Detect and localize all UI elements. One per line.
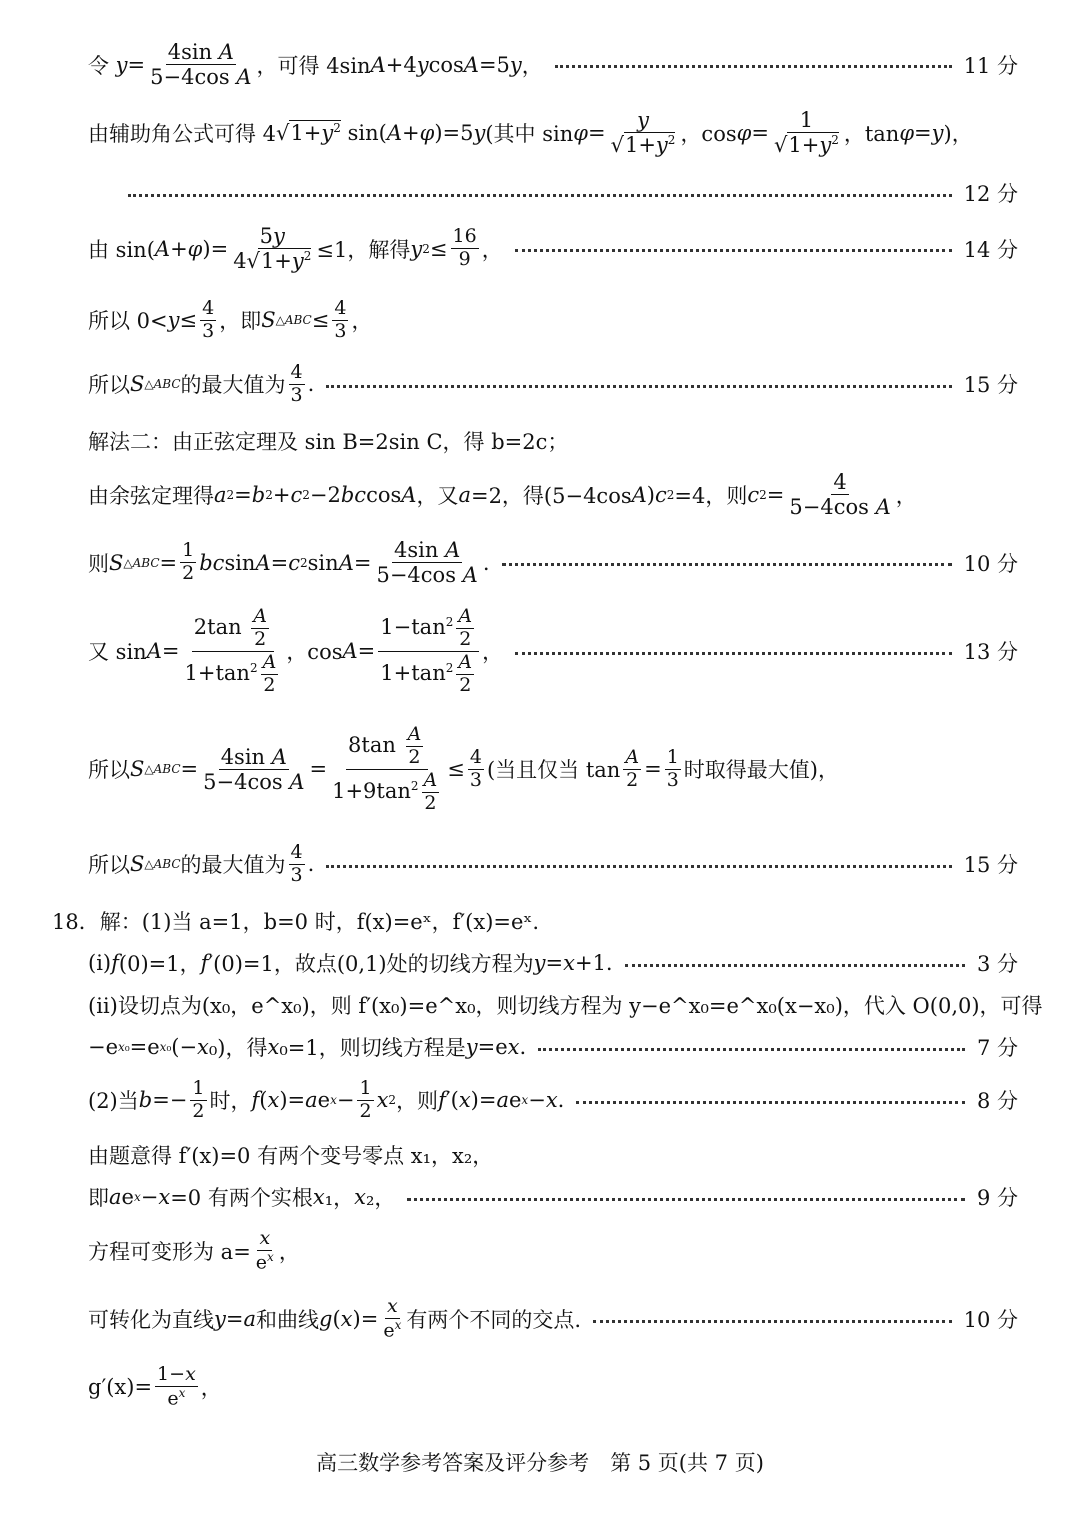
leader-dots <box>326 385 951 388</box>
solution-line-7 <box>88 426 1018 456</box>
leader-dots <box>128 194 952 197</box>
solution-line-18: 由题意得 f′(x)=0 有两个变号零点 x₁，x₂， <box>88 1144 494 1168</box>
solution-line-19: 即 a e x − x =0 有两个实根 x ₁， x ₂， 9 分 <box>88 1182 1018 1212</box>
leader-dots <box>538 1048 965 1051</box>
score-label: 11 分 <box>963 53 1018 78</box>
solution-line-2: 由辅助角公式可得 4 √ $1+y^2$ sin( A + φ )=5 y (其中 sin φ = $\frac{y}{√1+y^2}$ ，cos φ = $\frac{1}{√1+y^2}$ ，tan φ = y )， <box>88 108 973 158</box>
solution-line-10: 又 sin A = 2tan $\frac{A}{2}$ $1+\tan^2$ $\frac{A}{2}$ ，cos A = $1-\tan^2$ $\frac{A}{2}$ $1+\tan^2$ $\frac{A}{2}$ ， 13 分 <box>88 605 1018 696</box>
method-two-text: 解法二：由正弦定理及 sin B=2sin C，得 b=2c； <box>88 430 569 454</box>
page-footer: 高三数学参考答案及评分参考 第 5 页(共 7 页) <box>316 1451 764 1475</box>
leader-dots <box>576 1101 965 1104</box>
leader-dots <box>515 249 952 252</box>
score-label: 10 分 <box>963 1308 1018 1332</box>
score-label: 3 分 <box>976 952 1018 976</box>
solution-line-9: 则 S △ABC = $\frac{1}{2}$ bc sin A = c 2 sin A = $\frac{\text{4sin A}}{\text{5−4cos A}}$ . 10 分 <box>88 538 1018 588</box>
score-label: 9 分 <box>976 1186 1018 1210</box>
solution-line-17: (2)当 b =− $\frac{1}{2}$ 时， f ( x )= a e x − $\frac{1}{2}$ x 2 ，则 f ′( x )= a e x − x . 8 分 <box>88 1077 1018 1122</box>
score-label: 10 分 <box>963 551 1018 576</box>
leader-dots <box>593 1320 952 1323</box>
score-label: 7 分 <box>976 1036 1018 1060</box>
leader-dots <box>515 652 951 655</box>
solution-line-12: 所以 S △ABC 的最大值为 $\frac{4}{3}$ . 15 分 <box>88 841 1018 886</box>
solution-line-22: g′(x)= $\frac{1-x}{e^x}$ ， <box>88 1363 222 1410</box>
solution-line-16: −e x₀ =e x₀ (− x ₀)，得 x ₀=1，则切线方程是 y =e x . 7 分 <box>88 1032 1018 1062</box>
solution-line-8: 由余弦定理得 a 2 = b 2 + c 2 −2 bc cos A ，又 a =2，得(5−4cos A ) c 2 =4，则 c 2 = $\frac{4}{\text{5−4cos A}}$ ， <box>88 470 917 520</box>
solution-line-6: 所以 S △ABC 的最大值为 $\frac{4}{3}$ . 15 分 <box>88 361 1018 406</box>
solution-line-11: 所以 S △ABC = $\frac{\text{4sin A}}{\text{5−4cos A}}$ = 8tan $\frac{A}{2}$ $1+9\tan^2$ $\frac{A}{2}$ ≤ $\frac{4}{3}$ (当且仅当 tan $\frac{A}{2}$ = $\frac{1}{3}$ 时取得最大值)， <box>88 723 839 814</box>
score-label: 12 分 <box>963 182 1018 206</box>
solution-line-1: 令 y = $\frac{\text{4sin A}}{\text{5−4cos A}}$ ，可得 4sin A +4 y cos A =5 y ， 11 分 <box>88 40 1018 90</box>
solution-line-14: (ⅰ) f (0)=1， f ′(0)=1，故点(0,1)处的切线方程为 y = x +1. 3 分 <box>88 948 1018 978</box>
problem-18-heading: 18．解：(1)当 a=1，b=0 时，f(x)=eˣ，f′(x)=eˣ. <box>52 910 539 934</box>
score-label: 15 分 <box>963 853 1018 878</box>
leader-dots <box>502 563 952 566</box>
solution-line-4: 由 sin( A + φ )= $\frac{5y}{4√1+y^2}$ ≤1，解得 y 2 ≤ $\frac{16}{9}$ ， 14 分 <box>88 224 1018 274</box>
solution-line-21: 可转化为直线 y = a 和曲线 g ( x )= $\frac{x}{e^x}$ 有两个不同的交点. 10 分 <box>88 1295 1018 1342</box>
score-label: 8 分 <box>976 1089 1018 1114</box>
leader-dots <box>625 964 965 967</box>
leader-dots <box>326 865 951 868</box>
leader-dots <box>407 1198 965 1201</box>
score-label: 13 分 <box>963 640 1018 665</box>
leader-dots <box>555 65 952 68</box>
solution-line-3 <box>128 178 1018 208</box>
score-label: 14 分 <box>963 237 1018 262</box>
score-label: 15 分 <box>963 373 1018 398</box>
solution-line-20: 方程可变形为 a= $\frac{x}{e^x}$ ， <box>88 1227 300 1274</box>
solution-line-15: (ⅱ)设切点为(x₀，e^x₀)，则 f′(x₀)=e^x₀，则切线方程为 y−e^x₀=e^x₀(x−x₀)，代入 O(0,0)，可得 <box>88 994 1043 1018</box>
solution-line-5: 所以 0< y ≤ $\frac{4}{3}$ ，即 S △ABC ≤ $\frac{4}{3}$ ， <box>88 297 373 342</box>
